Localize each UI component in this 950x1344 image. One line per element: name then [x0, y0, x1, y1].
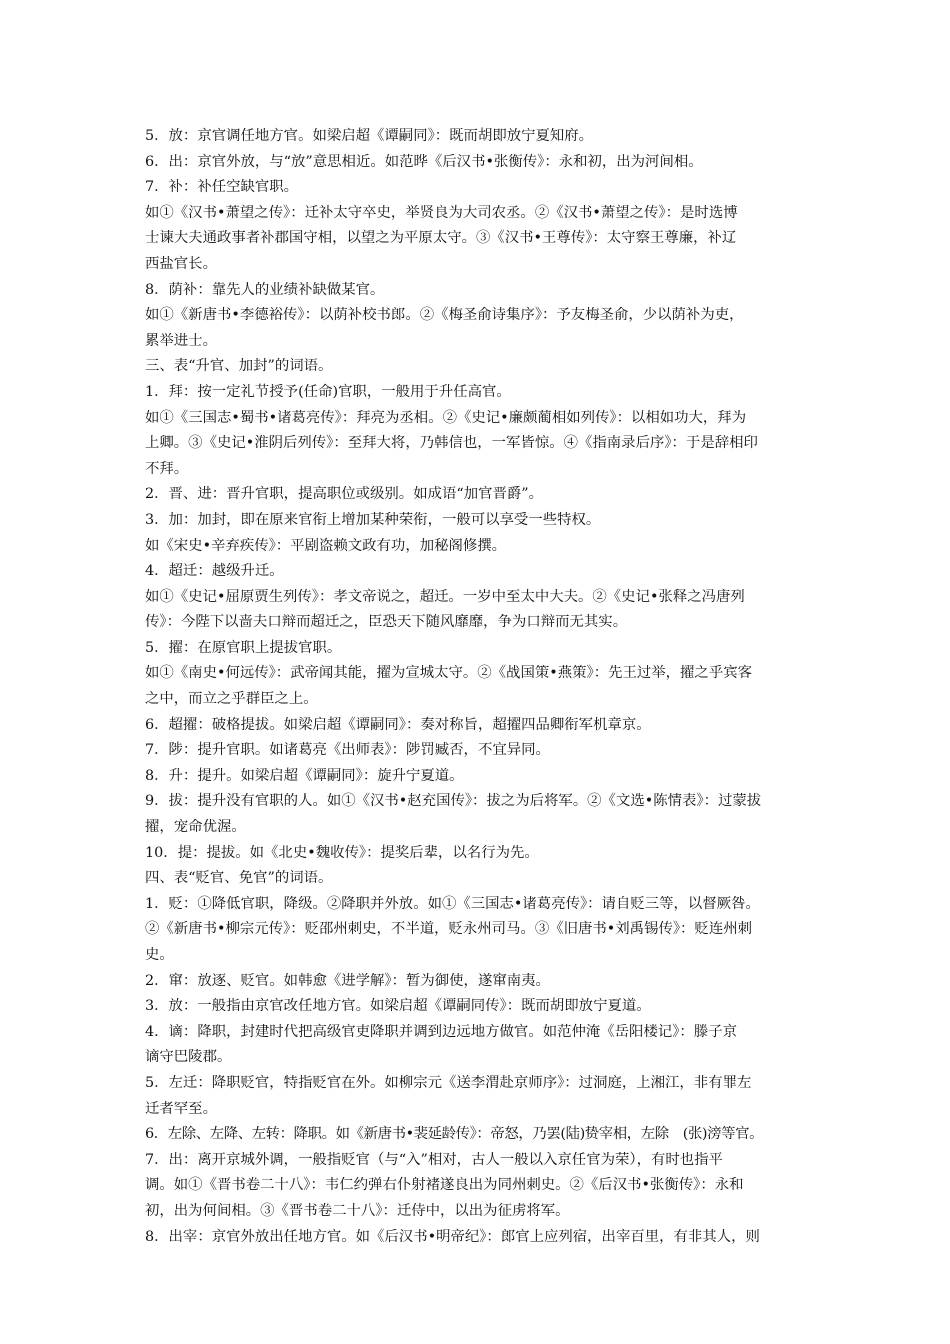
text-line: 2．晋、进：晋升官职，提高职位或级别。如成语“加官晋爵”。	[145, 486, 544, 503]
text-line: 西盐官长。	[145, 255, 217, 272]
text-line: 如①《汉书•萧望之传》：迁补太守卒史，举贤良为大司农丞。②《汉书•萧望之传》：是时选博	[145, 204, 738, 221]
text-line: 上卿。③《史记•淮阴后列传》：至拜大将，乃韩信也，一军皆惊。④《指南录后序》：于是辞相印	[145, 435, 758, 452]
text-line: 10．提：提拔。如《北史•魏收传》：提奖后辈，以名行为先。	[145, 844, 539, 861]
text-line: ②《新唐书•柳宗元传》：贬邵州刺史，不半道，贬永州司马。③《旧唐书•刘禹锡传》：贬连州刺	[145, 921, 752, 938]
text-line: 传》：今陛下以啬夫口辩而超迁之，臣恐天下随风靡靡，争为口辩而无其实。	[145, 614, 628, 631]
text-line: 累举进士。	[145, 332, 217, 349]
document-page	[145, 124, 817, 1250]
text-line: 如①《史记•屈原贾生列传》：孝文帝说之，超迁。一岁中至太中大夫。②《史记•张释之冯唐列	[145, 588, 745, 605]
text-line: 如①《三国志•蜀书•诸葛亮传》：拜亮为丞相。②《史记•廉颇蔺相如列传》：以相如功大，拜为	[145, 409, 747, 426]
text-line: 迁者罕至。	[145, 1100, 217, 1117]
text-line: 7．出：离开京城外调，一般指贬官（与“入”相对，古人一般以入京任官为荣），有时也指平	[145, 1151, 723, 1168]
text-line: 士谏大夫通政事者补郡国守相，以望之为平原太守。③《汉书•王尊传》：太守察王尊廉，补辽	[145, 230, 737, 247]
text-line: 5．放：京官调任地方官。如梁启超《谭嗣同》：既而胡即放宁夏知府。	[145, 128, 594, 144]
text-line: 5．擢：在原官职上提拔官职。	[145, 639, 342, 656]
section-heading: 四、表“贬官、免官”的词语。	[145, 870, 333, 887]
text-line: 9．拔：提升没有官职的人。如①《汉书•赵充国传》：拔之为后将军。②《文选•陈情表》：过蒙拔	[145, 793, 762, 810]
text-line: 如①《南史•何远传》：武帝闻其能，擢为宣城太守。②《战国策•燕策》：先王过举，擢之乎宾客	[145, 665, 752, 682]
text-line: 7．补：补任空缺官职。	[145, 179, 299, 196]
text-line: 3．加：加封，即在原来官衔上增加某种荣衔，一般可以享受一些特权。	[145, 511, 601, 528]
text-line: 2．窜：放逐、贬官。如韩愈《进学解》：暂为御使，遂窜南夷。	[145, 972, 550, 989]
text-line: 不拜。	[145, 460, 189, 477]
text-line: 擢，宠命优渥。	[145, 819, 246, 836]
text-line: 8．荫补：靠先人的业绩补缺做某官。	[145, 281, 385, 298]
text-line: 4．谪：降职，封建时代把高级官吏降职并调到边远地方做官。如范仲淹《岳阳楼记》：滕子京	[145, 1023, 737, 1040]
text-line: 3．放：一般指由京官改任地方官。如梁启超《谭嗣同传》：既而胡即放宁夏道。	[145, 998, 651, 1015]
text-line: 如《宋史•辛弃疾传》：平剧盗赖文政有功，加秘阁修撰。	[145, 537, 507, 554]
text-line: 4．超迁：越级升迁。	[145, 563, 284, 580]
text-line: 史。	[145, 947, 174, 963]
text-line: 1．贬：①降低官职，降级。②降职并外放。如①《三国志•诸葛亮传》：请自贬三等，以督厥咎。	[145, 895, 760, 912]
text-line: 5．左迁：降职贬官，特指贬官在外。如柳宗元《送李渭赴京师序》：过洞庭，上湘江，非有罪左	[145, 1074, 752, 1091]
text-line: 1．拜：按一定礼节授予(任命)官职，一般用于升任高官。	[145, 383, 511, 400]
text-line: 初，出为何间相。③《晋书卷二十八》：迁侍中，以出为征虏将军。	[145, 1202, 570, 1219]
text-line: 调。如①《晋书卷二十八》：韦仁约弹右仆射褚遂良出为同州刺史。②《后汉书•张衡传》：永和	[145, 1177, 744, 1194]
text-line: 6．左除、左降、左转：降职。如《新唐书•裴延龄传》：帝怒，乃罢(陆)贽宰相，左除 (张)滂等官。	[145, 1126, 764, 1143]
text-line: 谪守巴陵郡。	[145, 1049, 232, 1066]
text-line: 6．出：京官外放，与“放”意思相近。如范晔《后汉书•张衡传》：永和初，出为河间相。	[145, 153, 703, 170]
text-line: 7．陟：提升官职。如诸葛亮《出师表》：陟罚臧否，不宜异同。	[145, 742, 550, 759]
text-line: 8．升：提升。如梁启超《谭嗣同》：旋升宁夏道。	[145, 767, 464, 784]
text-line: 之中，而立之乎群臣之上。	[145, 691, 318, 708]
section-heading: 三、表“升官、加封”的词语。	[145, 358, 333, 375]
text-line: 8．出宰：京官外放出任地方官。如《后汉书•明帝纪》：郎官上应列宿，出宰百里，有非其人，则	[145, 1228, 760, 1245]
text-line: 6．超擢：破格提拔。如梁启超《谭嗣同》：奏对称旨，超擢四品卿衔军机章京。	[145, 716, 651, 733]
text-line: 如①《新唐书•李德裕传》：以荫补校书郎。②《梅圣俞诗集序》：予友梅圣俞，少以荫补为吏，	[145, 307, 744, 324]
